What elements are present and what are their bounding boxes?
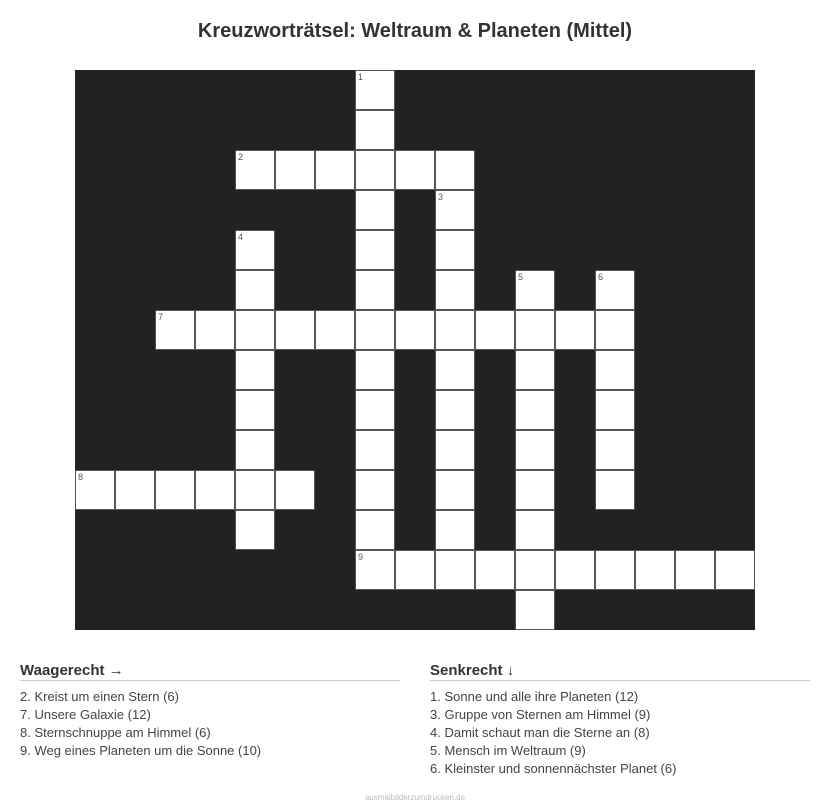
crossword-cell[interactable]	[595, 430, 635, 470]
crossword-cell[interactable]	[475, 310, 515, 350]
clue-number: 7	[158, 312, 164, 322]
crossword-cell[interactable]	[595, 270, 635, 310]
crossword-cell[interactable]	[195, 470, 235, 510]
crossword-cell[interactable]	[435, 510, 475, 550]
crossword-cell[interactable]	[355, 270, 395, 310]
crossword-cell[interactable]	[195, 310, 235, 350]
clue-item: 6. Kleinster und sonnennächster Planet (6)	[430, 761, 677, 776]
crossword-cell[interactable]	[395, 310, 435, 350]
crossword-cell[interactable]	[515, 310, 555, 350]
footer-credit: ausmalbilderzumdrucken.de	[364, 793, 466, 802]
crossword-cell[interactable]	[235, 390, 275, 430]
crossword-cell[interactable]	[595, 390, 635, 430]
crossword-cell[interactable]	[555, 310, 595, 350]
crossword-cell[interactable]	[355, 70, 395, 110]
crossword-cell[interactable]	[275, 310, 315, 350]
crossword-cell[interactable]	[435, 430, 475, 470]
down-clues	[430, 662, 810, 778]
crossword-cell[interactable]	[355, 550, 395, 590]
crossword-cell[interactable]	[235, 350, 275, 390]
clue-item: 9. Weg eines Planeten um die Sonne (10)	[20, 743, 262, 758]
crossword-cell[interactable]	[355, 510, 395, 550]
crossword-cell[interactable]	[435, 470, 475, 510]
crossword-cell[interactable]	[315, 150, 355, 190]
crossword-cell[interactable]	[235, 310, 275, 350]
crossword-cell[interactable]	[355, 390, 395, 430]
crossword-cell[interactable]	[315, 310, 355, 350]
clue-item: 3. Gruppe von Sternen am Himmel (9)	[430, 707, 651, 722]
crossword-cell[interactable]	[395, 150, 435, 190]
crossword-cell[interactable]	[595, 310, 635, 350]
crossword-cell[interactable]	[435, 150, 475, 190]
crossword-cell[interactable]	[435, 230, 475, 270]
crossword-cell[interactable]	[515, 470, 555, 510]
crossword-cell[interactable]	[235, 430, 275, 470]
crossword-cell[interactable]	[355, 150, 395, 190]
crossword-cell[interactable]	[235, 150, 275, 190]
crossword-cell[interactable]	[515, 430, 555, 470]
crossword-cell[interactable]	[115, 470, 155, 510]
clue-number: 1	[358, 72, 364, 82]
crossword-cell[interactable]	[155, 470, 195, 510]
clue-item: 8. Sternschnuppe am Himmel (6)	[20, 725, 211, 740]
across-clues	[20, 662, 400, 760]
clue-number: 8	[78, 472, 84, 482]
clue-number: 6	[598, 272, 604, 282]
crossword-cell[interactable]	[355, 430, 395, 470]
clue-item: 4. Damit schaut man die Sterne an (8)	[430, 725, 650, 740]
crossword-cell[interactable]	[235, 510, 275, 550]
crossword-cell[interactable]	[355, 190, 395, 230]
crossword-cell[interactable]	[595, 550, 635, 590]
crossword-cell[interactable]	[235, 270, 275, 310]
crossword-cell[interactable]	[155, 310, 195, 350]
clue-number: 5	[518, 272, 524, 282]
down-heading: Senkrecht ↓	[430, 662, 810, 681]
crossword-cell[interactable]	[515, 390, 555, 430]
crossword-cell[interactable]	[275, 470, 315, 510]
clue-number: 2	[238, 152, 244, 162]
crossword-cell[interactable]	[515, 270, 555, 310]
crossword-cell[interactable]	[595, 350, 635, 390]
clue-item: 1. Sonne und alle ihre Planeten (12)	[430, 689, 639, 704]
clue-number: 3	[438, 192, 444, 202]
crossword-cell[interactable]	[675, 550, 715, 590]
crossword-cell[interactable]	[75, 470, 115, 510]
crossword-cell[interactable]	[515, 510, 555, 550]
puzzle-title: Kreuzworträtsel: Weltraum & Planeten (Mittel)	[197, 20, 633, 42]
clue-number: 4	[238, 232, 244, 242]
crossword-cell[interactable]	[355, 470, 395, 510]
crossword-cell[interactable]	[435, 190, 475, 230]
crossword-cell[interactable]	[435, 310, 475, 350]
crossword-cell[interactable]	[515, 550, 555, 590]
clue-number: 9	[358, 552, 364, 562]
across-heading: Waagerecht →	[20, 662, 400, 681]
crossword-cell[interactable]	[275, 150, 315, 190]
crossword-cell[interactable]	[635, 550, 675, 590]
crossword-cell[interactable]	[355, 110, 395, 150]
crossword-cell[interactable]	[555, 550, 595, 590]
crossword-cell[interactable]	[715, 550, 755, 590]
crossword-cell[interactable]	[435, 550, 475, 590]
crossword-cell[interactable]	[435, 350, 475, 390]
crossword-cell[interactable]	[475, 550, 515, 590]
crossword-cell[interactable]	[355, 230, 395, 270]
crossword-cell[interactable]	[595, 470, 635, 510]
crossword-cell[interactable]	[515, 590, 555, 630]
clue-item: 2. Kreist um einen Stern (6)	[20, 689, 179, 704]
crossword-cell[interactable]	[235, 470, 275, 510]
clue-item: 7. Unsere Galaxie (12)	[20, 707, 151, 722]
crossword-cell[interactable]	[515, 350, 555, 390]
clue-item: 5. Mensch im Weltraum (9)	[430, 743, 586, 758]
crossword-cell[interactable]	[435, 270, 475, 310]
crossword-cell[interactable]	[355, 310, 395, 350]
crossword-cell[interactable]	[355, 350, 395, 390]
crossword-cell[interactable]	[435, 390, 475, 430]
crossword-grid	[75, 70, 755, 630]
crossword-cell[interactable]	[395, 550, 435, 590]
crossword-cell[interactable]	[235, 230, 275, 270]
